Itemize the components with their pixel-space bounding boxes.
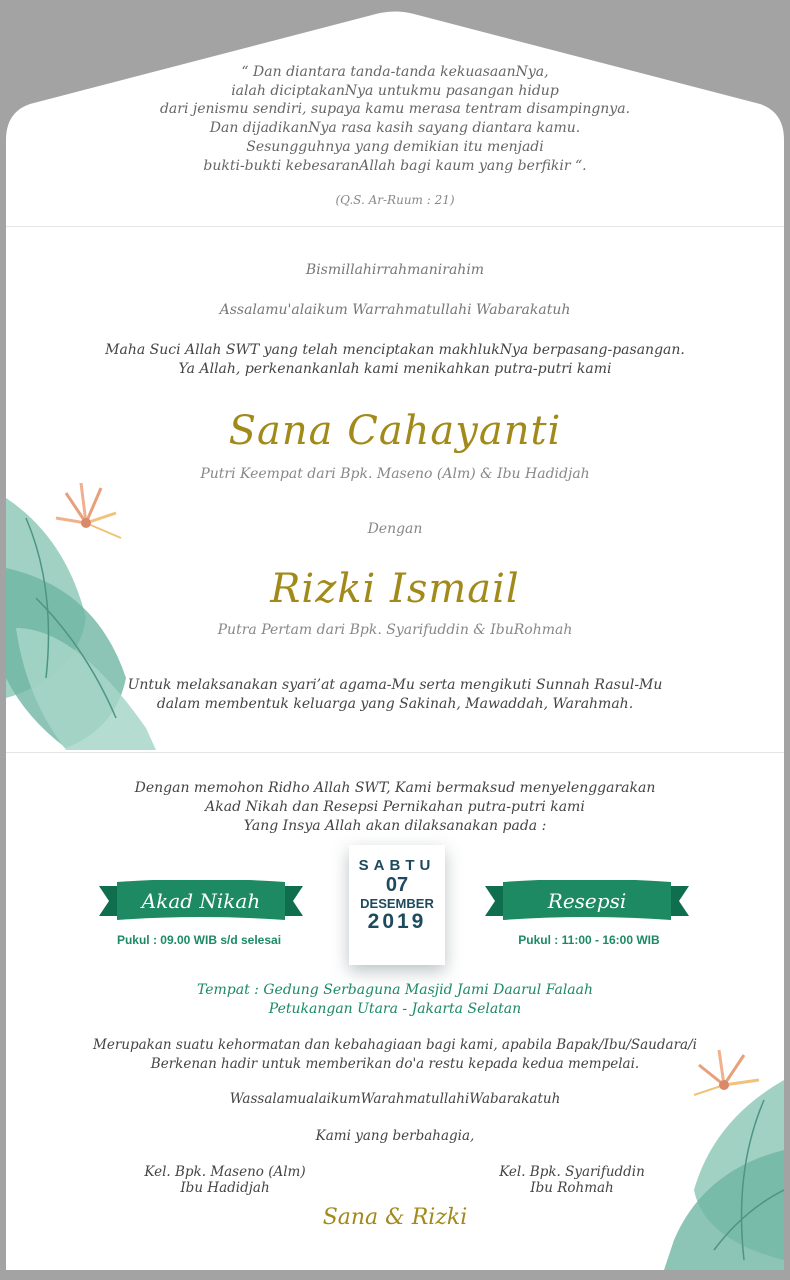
venue-line-2: Petukangan Utara - Jakarta Selatan — [268, 1001, 522, 1017]
divider — [6, 226, 784, 227]
connector-text: Dengan — [367, 521, 423, 537]
family-bride-line-2: Ibu Hadidjah — [180, 1180, 270, 1196]
kami-berbahagia: Kami yang berbahagia, — [315, 1128, 475, 1144]
bride-name: Sana Cahayanti — [228, 408, 562, 454]
verse-line: Dan dijadikanNya rasa kasih sayang diantara kamu. — [209, 120, 581, 137]
verse-line: “ Dan diantara tanda-tanda kekuasaanNya, — [241, 64, 549, 80]
verse-line: Sesungguhnya yang demikian itu menjadi — [246, 138, 544, 155]
closing-line-2: Berkenan hadir untuk memberikan do'a restu kepada kedua mempelai. — [150, 1056, 640, 1072]
date-month: DESEMBER — [360, 896, 434, 911]
announcement-line-2: Akad Nikah dan Resepsi Pernikahan putra-putri kami — [205, 799, 585, 815]
akad-label: Akad Nikah — [141, 889, 261, 913]
groom-name: Rizki Ismail — [270, 566, 520, 612]
family-bride-line-1: Kel. Bpk. Maseno (Alm) — [144, 1164, 306, 1180]
family-bride — [120, 1164, 330, 1196]
verse-line: ialah diciptakanNya untukmu pasangan hidup — [231, 82, 559, 99]
opening-line-2: Ya Allah, perkenankanlah kami menikahkan putra-putri kami — [178, 361, 612, 377]
salam-closing: WassalamualaikumWarahmatullahiWabarakatuh — [229, 1091, 561, 1107]
date-year: 2019 — [367, 910, 427, 933]
akad-time: Pukul : 09.00 WIB s/d selesai — [116, 933, 282, 947]
salam-opening: Assalamu'alaikum Warrahmatullahi Wabarakatuh — [219, 302, 571, 318]
opening-line-1: Maha Suci Allah SWT yang telah menciptakan makhlukNya berpasang-pasangan. — [105, 342, 685, 358]
resepsi-label: Resepsi — [547, 889, 627, 913]
date-number: 07 — [385, 874, 409, 896]
family-groom — [467, 1164, 677, 1196]
invitation-card — [6, 0, 784, 1270]
verse-line: bukti-bukti kebesaranAllah bagi kaum yang berfikir “. — [203, 157, 587, 174]
verse-reference: (Q.S. Ar-Ruum : 21) — [335, 193, 455, 208]
leaf-decoration-right-icon — [654, 1040, 784, 1270]
bride-parents: Putri Keempat dari Bpk. Maseno (Alm) & Ibu Hadidjah — [200, 466, 590, 482]
quran-verse — [6, 63, 784, 210]
purpose-line-1: Untuk melaksanakan syari’at agama-Mu serta mengikuti Sunnah Rasul-Mu — [127, 677, 663, 693]
date-box — [349, 845, 445, 965]
venue-line-1: Tempat : Gedung Serbaguna Masjid Jami Daarul Falaah — [196, 982, 594, 998]
akad-ribbon — [99, 880, 303, 930]
bismillah: Bismillahirrahmanirahim — [305, 262, 485, 278]
family-groom-line-1: Kel. Bpk. Syarifuddin — [499, 1164, 645, 1180]
couple-signature: Sana & Rizki — [322, 1205, 468, 1230]
announcement-line-1: Dengan memohon Ridho Allah SWT, Kami bermaksud menyelenggarakan — [134, 780, 656, 796]
announcement-line-3: Yang Insya Allah akan dilaksanakan pada : — [243, 818, 547, 834]
purpose-line-2: dalam membentuk keluarga yang Sakinah, Mawaddah, Warahmah. — [156, 696, 634, 712]
verse-line: dari jenismu sendiri, supaya kamu merasa tentram disampingnya. — [159, 101, 631, 118]
groom-parents: Putra Pertam dari Bpk. Syarifuddin & IbuRohmah — [217, 622, 573, 638]
closing-line-1: Merupakan suatu kehormatan dan kebahagiaan bagi kami, apabila Bapak/Ibu/Saudara/i — [93, 1037, 697, 1053]
resepsi-ribbon — [485, 880, 689, 930]
family-groom-line-2: Ibu Rohmah — [530, 1180, 614, 1196]
resepsi-time: Pukul : 11:00 - 16:00 WIB — [518, 933, 660, 947]
date-day: SABTU — [358, 857, 436, 874]
divider — [6, 752, 784, 753]
